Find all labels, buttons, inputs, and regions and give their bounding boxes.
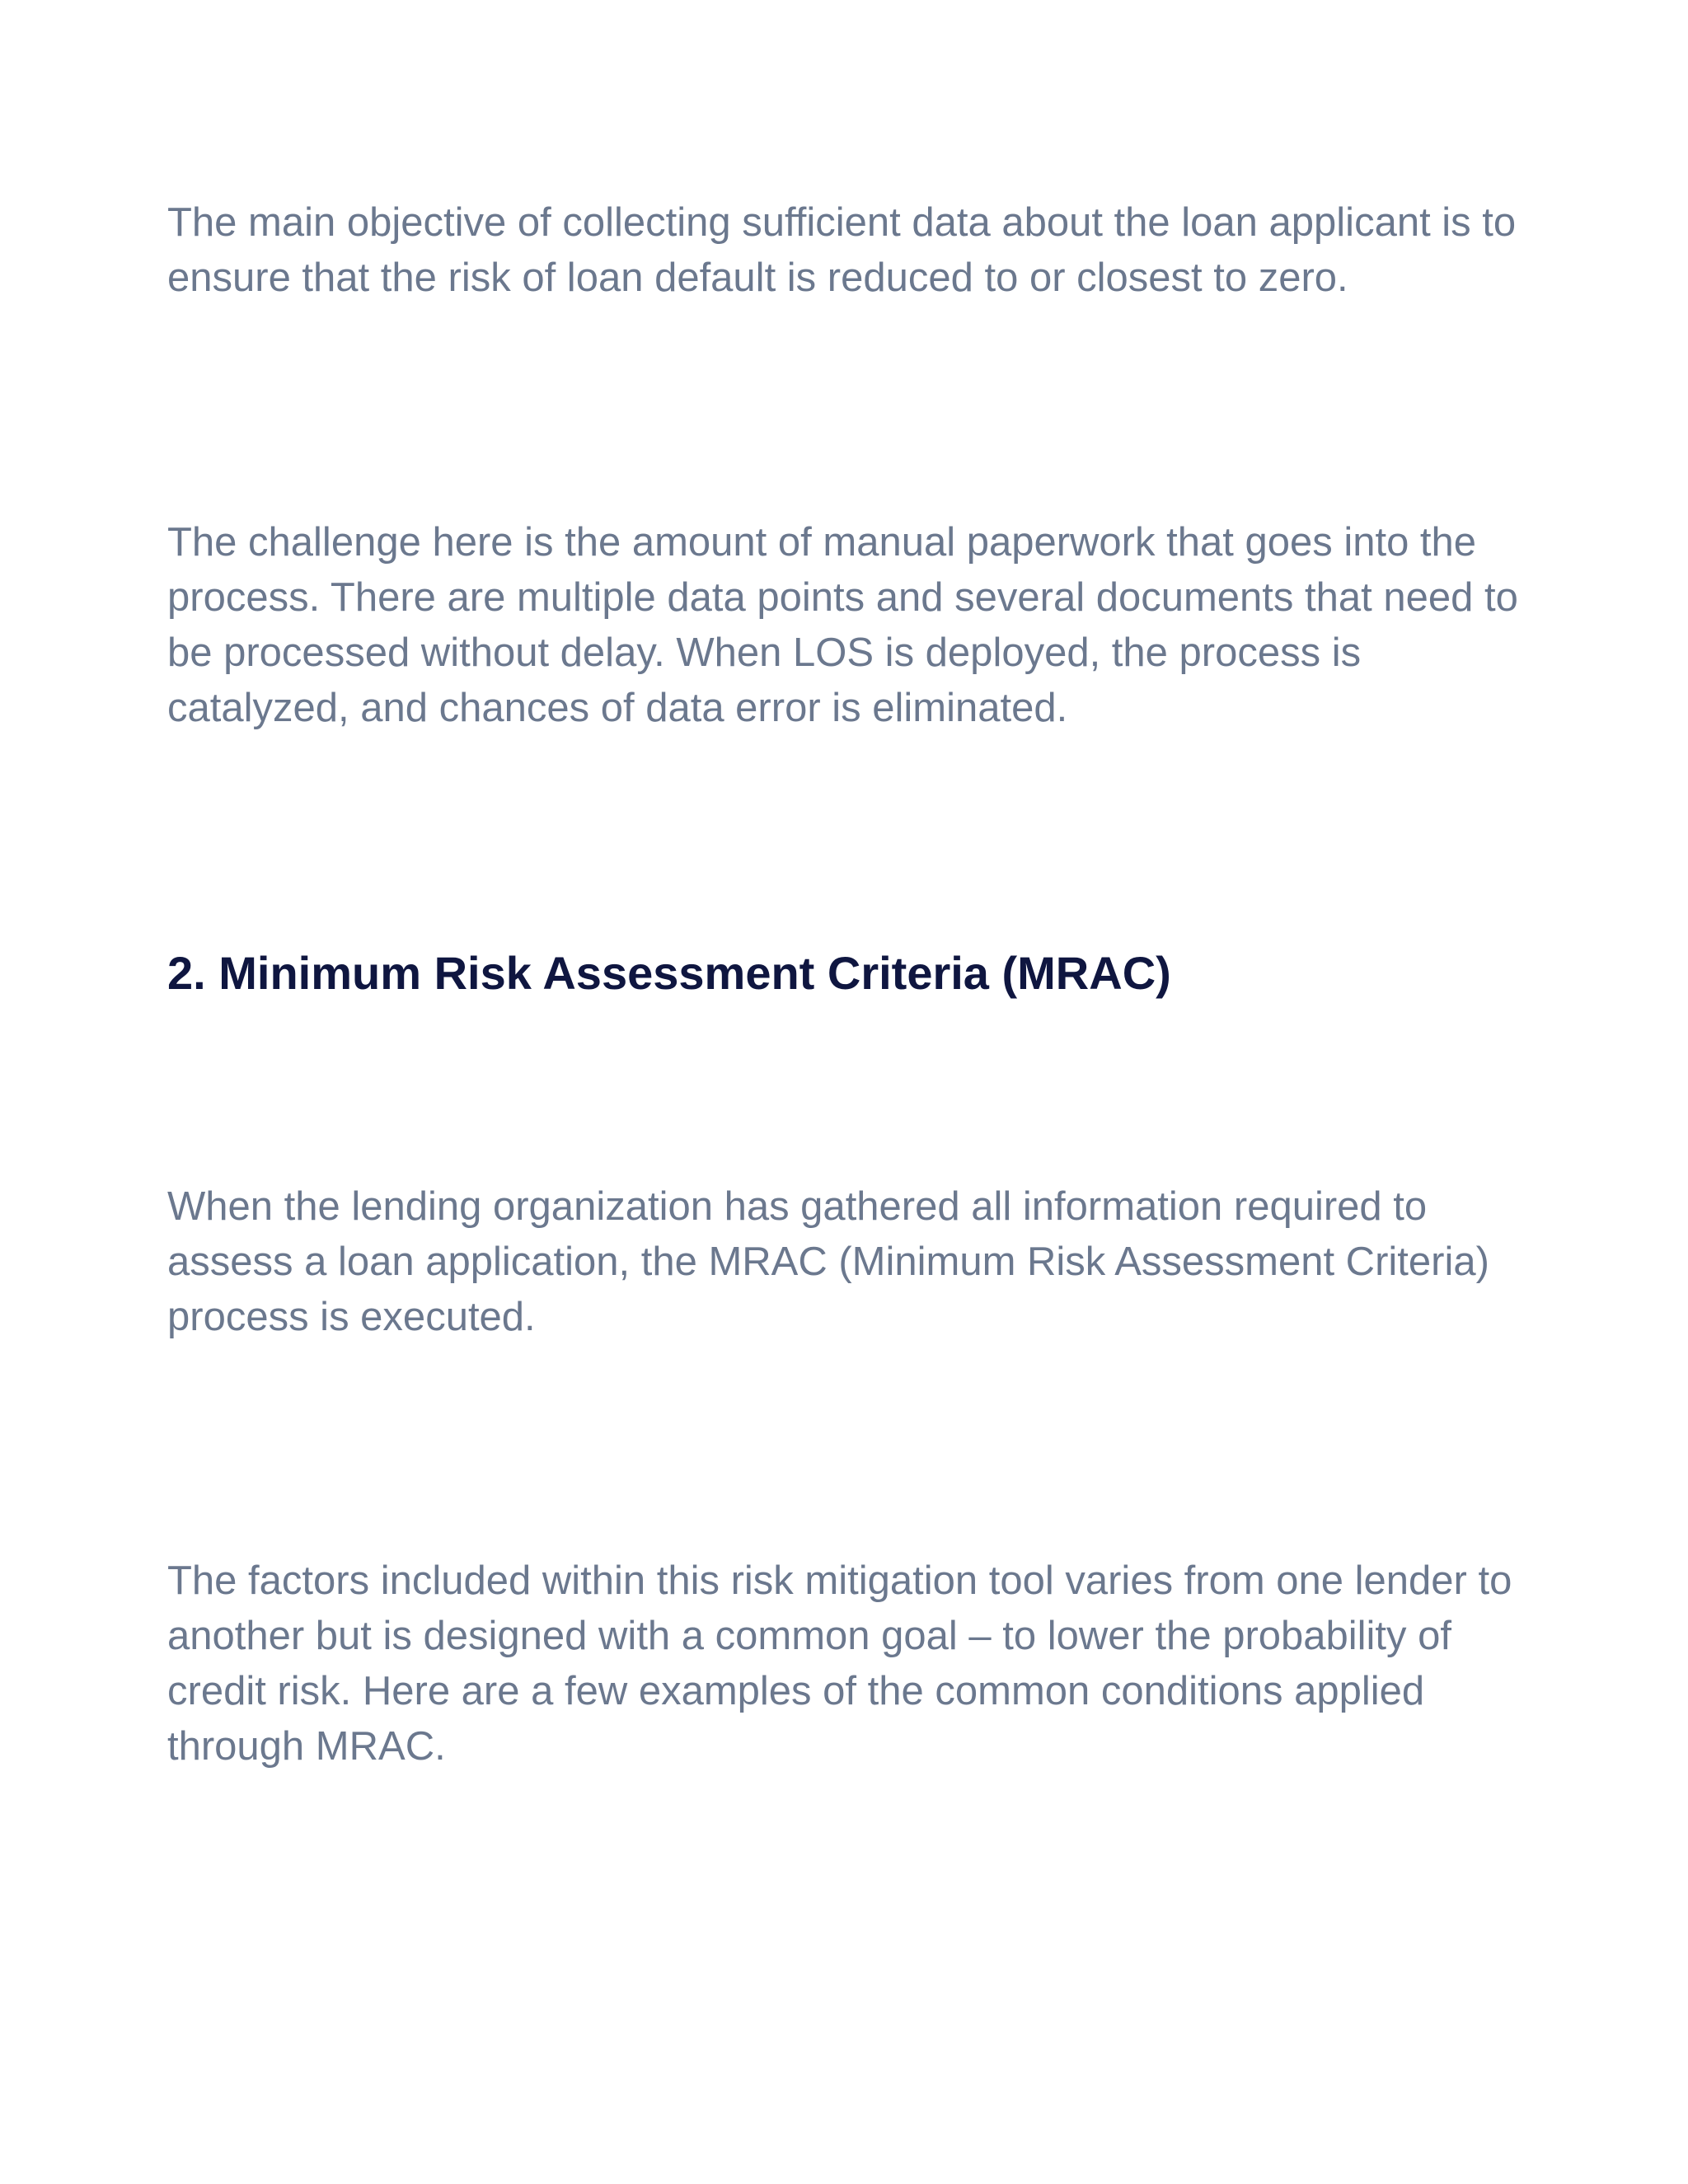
- paragraph-loan-data-objective: The main objective of collecting sufficient data about the loan applicant is to ensure that the risk of loan default is reduced to or closest to zero.: [167, 200, 1517, 300]
- paragraph-manual-paperwork-challenge: The challenge here is the amount of manual paperwork that goes into the process. There are multiple data points and several documents that need to be processed without delay. When LOS is deployed, the process is catalyzed, and chances of data error is eliminated.: [167, 520, 1518, 730]
- paragraph-mrac-factors: The factors included within this risk mitigation tool varies from one lender to another but is designed with a common goal – to lower the probability of credit risk. Here are a few examples of the common conditions applied through MRAC.: [167, 1558, 1512, 1769]
- section-heading-mrac: 2. Minimum Risk Assessment Criteria (MRAC): [167, 947, 1171, 999]
- paragraph-mrac-process: When the lending organization has gathered all information required to assess a loan application, the MRAC (Minimum Risk Assessment Criteria) process is executed.: [167, 1184, 1489, 1339]
